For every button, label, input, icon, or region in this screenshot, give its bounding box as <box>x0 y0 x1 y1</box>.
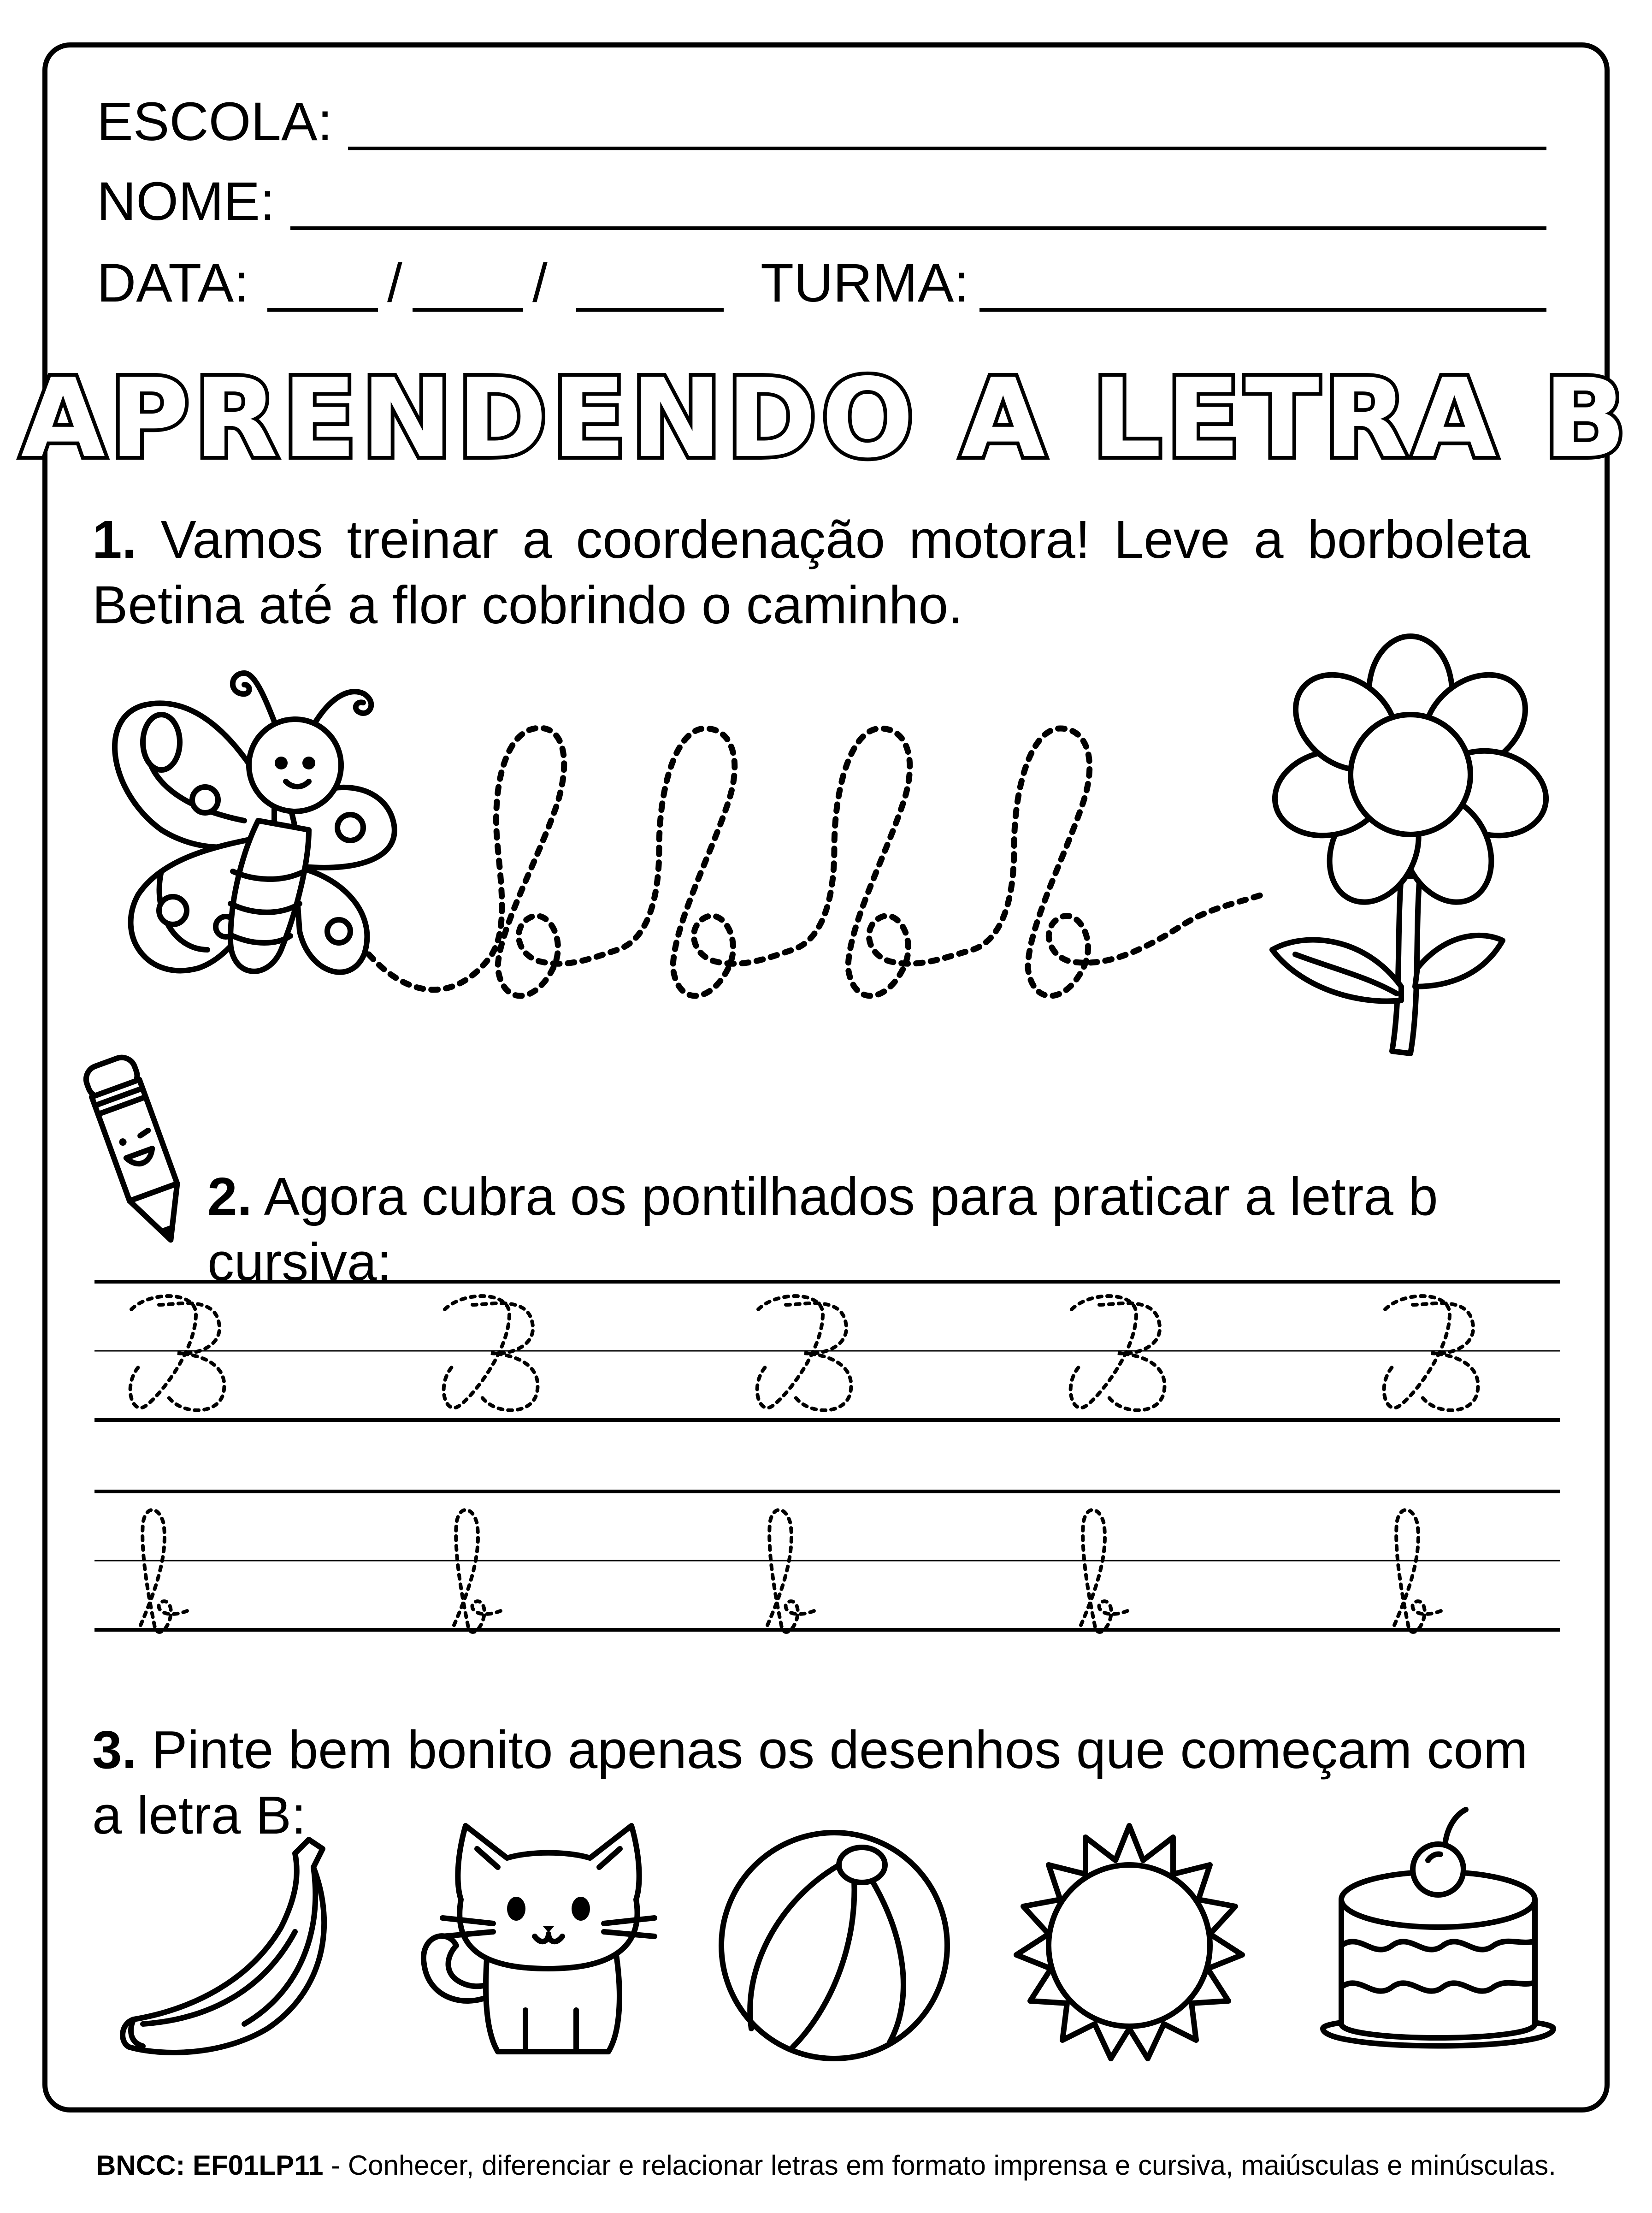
banana-icon[interactable] <box>115 1826 355 2061</box>
cat-icon[interactable] <box>415 1817 673 2065</box>
date-label: DATA: <box>97 253 249 314</box>
date-slash-1: / <box>387 253 402 314</box>
class-field <box>761 253 969 314</box>
school-blank[interactable] <box>348 147 1546 150</box>
ball-icon[interactable] <box>714 1826 954 2065</box>
school-label: ESCOLA: <box>97 91 333 152</box>
question-3-number: 3. <box>92 1720 137 1780</box>
name-label: NOME: <box>97 171 275 232</box>
date-slash-2: / <box>532 253 548 314</box>
class-blank[interactable] <box>979 308 1546 312</box>
lowercase-practice-row[interactable] <box>94 1487 1560 1648</box>
question-3-text: Pinte bem bonito apenas os desenhos que começam com a letra B: <box>92 1720 1528 1845</box>
date-day-blank[interactable] <box>267 308 378 312</box>
question-2-number: 2. <box>207 1166 252 1226</box>
page-title: APRENDENDO A LETRA B <box>21 355 1631 482</box>
school-field <box>97 91 333 152</box>
cake-icon[interactable] <box>1314 1807 1563 2065</box>
sun-icon[interactable] <box>1005 1821 1254 2070</box>
name-blank[interactable] <box>290 226 1546 230</box>
footer-bncc <box>0 2149 1652 2181</box>
date-field <box>97 253 249 314</box>
question-1-number: 1. <box>92 509 137 569</box>
date-month-blank[interactable] <box>413 308 523 312</box>
name-field <box>97 171 275 232</box>
pencil-icon <box>88 1047 194 1254</box>
question-1 <box>92 507 1530 638</box>
flower-icon <box>1263 636 1558 1074</box>
footer-code: BNCC: EF01LP11 <box>96 2150 324 2181</box>
question-1-text: Vamos treinar a coordenação motora! Leve a borboleta Betina até a flor cobrindo o caminho. <box>92 509 1530 635</box>
class-label: TURMA: <box>761 253 969 314</box>
dotted-path[interactable] <box>360 710 1337 1033</box>
question-2 <box>207 1164 1544 1295</box>
footer-text: - Conhecer, diferenciar e relacionar letras em formato imprensa e cursiva, maiúsculas e minúsculas. <box>323 2150 1556 2181</box>
uppercase-practice-row[interactable] <box>94 1277 1560 1443</box>
question-2-text: Agora cubra os pontilhados para praticar a letra b cursiva: <box>207 1166 1438 1292</box>
date-year-blank[interactable] <box>576 308 724 312</box>
